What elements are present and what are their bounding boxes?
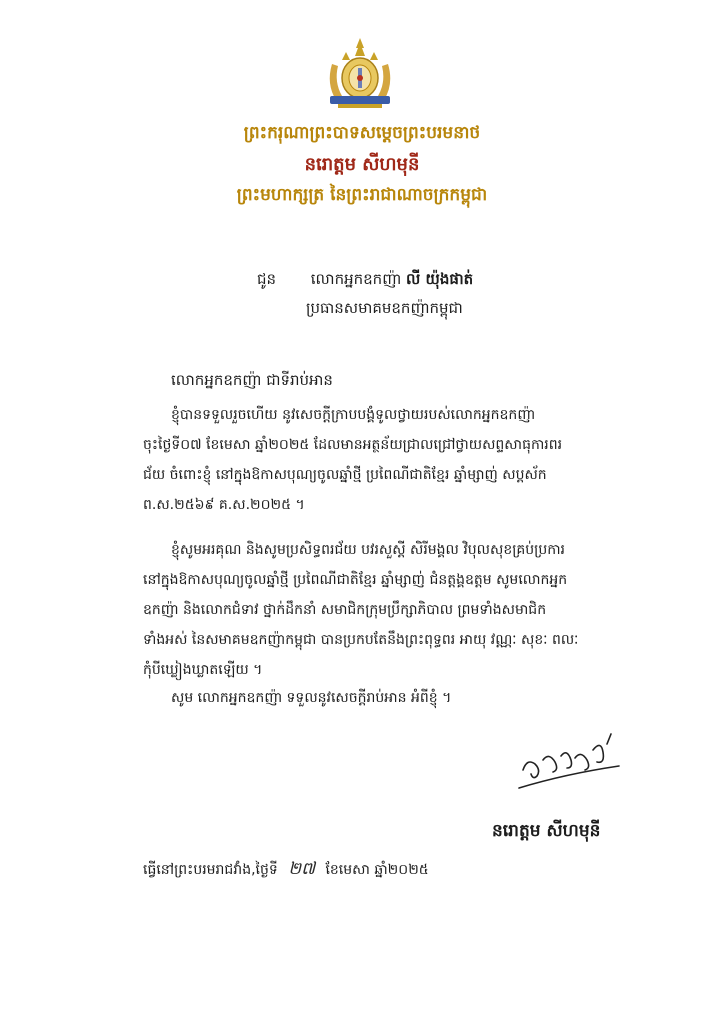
recipient-name: លី យ៉ុងផាត់ bbox=[406, 270, 474, 288]
paragraph-line: ជ័យ ចំពោះខ្ញុំ នៅក្នុងឱកាសបុណ្យចូលឆ្នាំថ្មី ប្រពៃណីជាតិខ្មែរ ឆ្នាំម្សាញ់ សប្តស័ក bbox=[143, 467, 547, 483]
paragraph-line: សូម លោកអ្នកឧកញ៉ា ទទួលនូវសេចក្តីរាប់អាន អំពីខ្ញុំ ។ bbox=[171, 690, 452, 706]
paragraph-line: ឧកញ៉ា និងលោកជំទាវ ថ្នាក់ដឹកនាំ សមាជិកក្រុមប្រឹក្សាភិបាល ព្រមទាំងសមាជិក bbox=[143, 602, 547, 618]
handwritten-signature-icon bbox=[515, 730, 625, 792]
paragraph-line: ព.ស.២៥៦៩ គ.ស.២០២៥ ។ bbox=[143, 497, 305, 513]
paragraph-line: ខ្ញុំសូមអរគុណ និងសូមប្រសិទ្ធពរជ័យ បវរសួស្តី សិរីមង្គល វិបុលសុខគ្រប់ប្រការ bbox=[171, 542, 565, 558]
date-suffix: ខែមេសា ឆ្នាំ២០២៥ bbox=[325, 862, 429, 878]
paragraph-line: ទាំងអស់ នៃសមាគមឧកញ៉ាកម្ពុជា បានប្រកបតែនឹងព្រះពុទ្ធពរ អាយុ វណ្ណៈ សុខៈ ពលៈ bbox=[143, 632, 579, 648]
paragraph-3 bbox=[143, 683, 563, 713]
paragraph-line: កុំបីឃ្លៀងឃ្លាតឡើយ ។ bbox=[143, 662, 263, 678]
to-label: ជូន bbox=[257, 270, 277, 288]
paragraph-line: នៅក្នុងឱកាសបុណ្យចូលឆ្នាំថ្មី ប្រពៃណីជាតិខ្មែរ ឆ្នាំម្សាញ់ ជំនត្តង្គឧត្តម សូមលោកអ្នក bbox=[143, 572, 568, 588]
header-king-name: នរោត្តម សីហមុនី bbox=[304, 154, 420, 175]
address-line-1 bbox=[257, 268, 473, 290]
paragraph-2 bbox=[143, 535, 579, 685]
header-line-1: ព្រះករុណាព្រះបាទសម្តេចព្រះបរមនាថ bbox=[243, 123, 481, 143]
paragraph-1 bbox=[143, 400, 563, 520]
greeting: លោកអ្នកឧកញ៉ា ជាទីរាប់អាន bbox=[171, 371, 333, 389]
header-line-3: ព្រះមហាក្សត្រ នៃព្រះរាជាណាចក្រកម្ពុជា bbox=[236, 185, 488, 205]
paragraph-line: ខ្ញុំបានទទួលរួចហើយ នូវសេចក្តីក្រាបបង្គំទូលថ្វាយរបស់លោកអ្នកឧកញ៉ា bbox=[171, 407, 536, 423]
date-prefix: ធ្វើនៅព្រះបរមរាជវាំង,ថ្ងៃទី bbox=[143, 862, 278, 878]
royal-emblem-icon bbox=[318, 34, 402, 114]
date-day: ២៧ bbox=[288, 859, 316, 879]
recipient-honorific: លោកអ្នកឧកញ៉ា bbox=[310, 270, 402, 288]
date-line bbox=[143, 858, 429, 881]
paragraph-line: ចុះថ្ងៃទី០៧ ខែមេសា ឆ្នាំ២០២៥ ដែលមានអត្ថន័យជ្រាលជ្រៅថ្វាយសព្ទសាធុការពរ bbox=[143, 437, 563, 453]
recipient-position: ប្រធានសមាគមឧកញ៉ាកម្ពុជា bbox=[306, 299, 463, 317]
signatory-name: នរោត្តម សីហមុនី bbox=[492, 821, 601, 841]
